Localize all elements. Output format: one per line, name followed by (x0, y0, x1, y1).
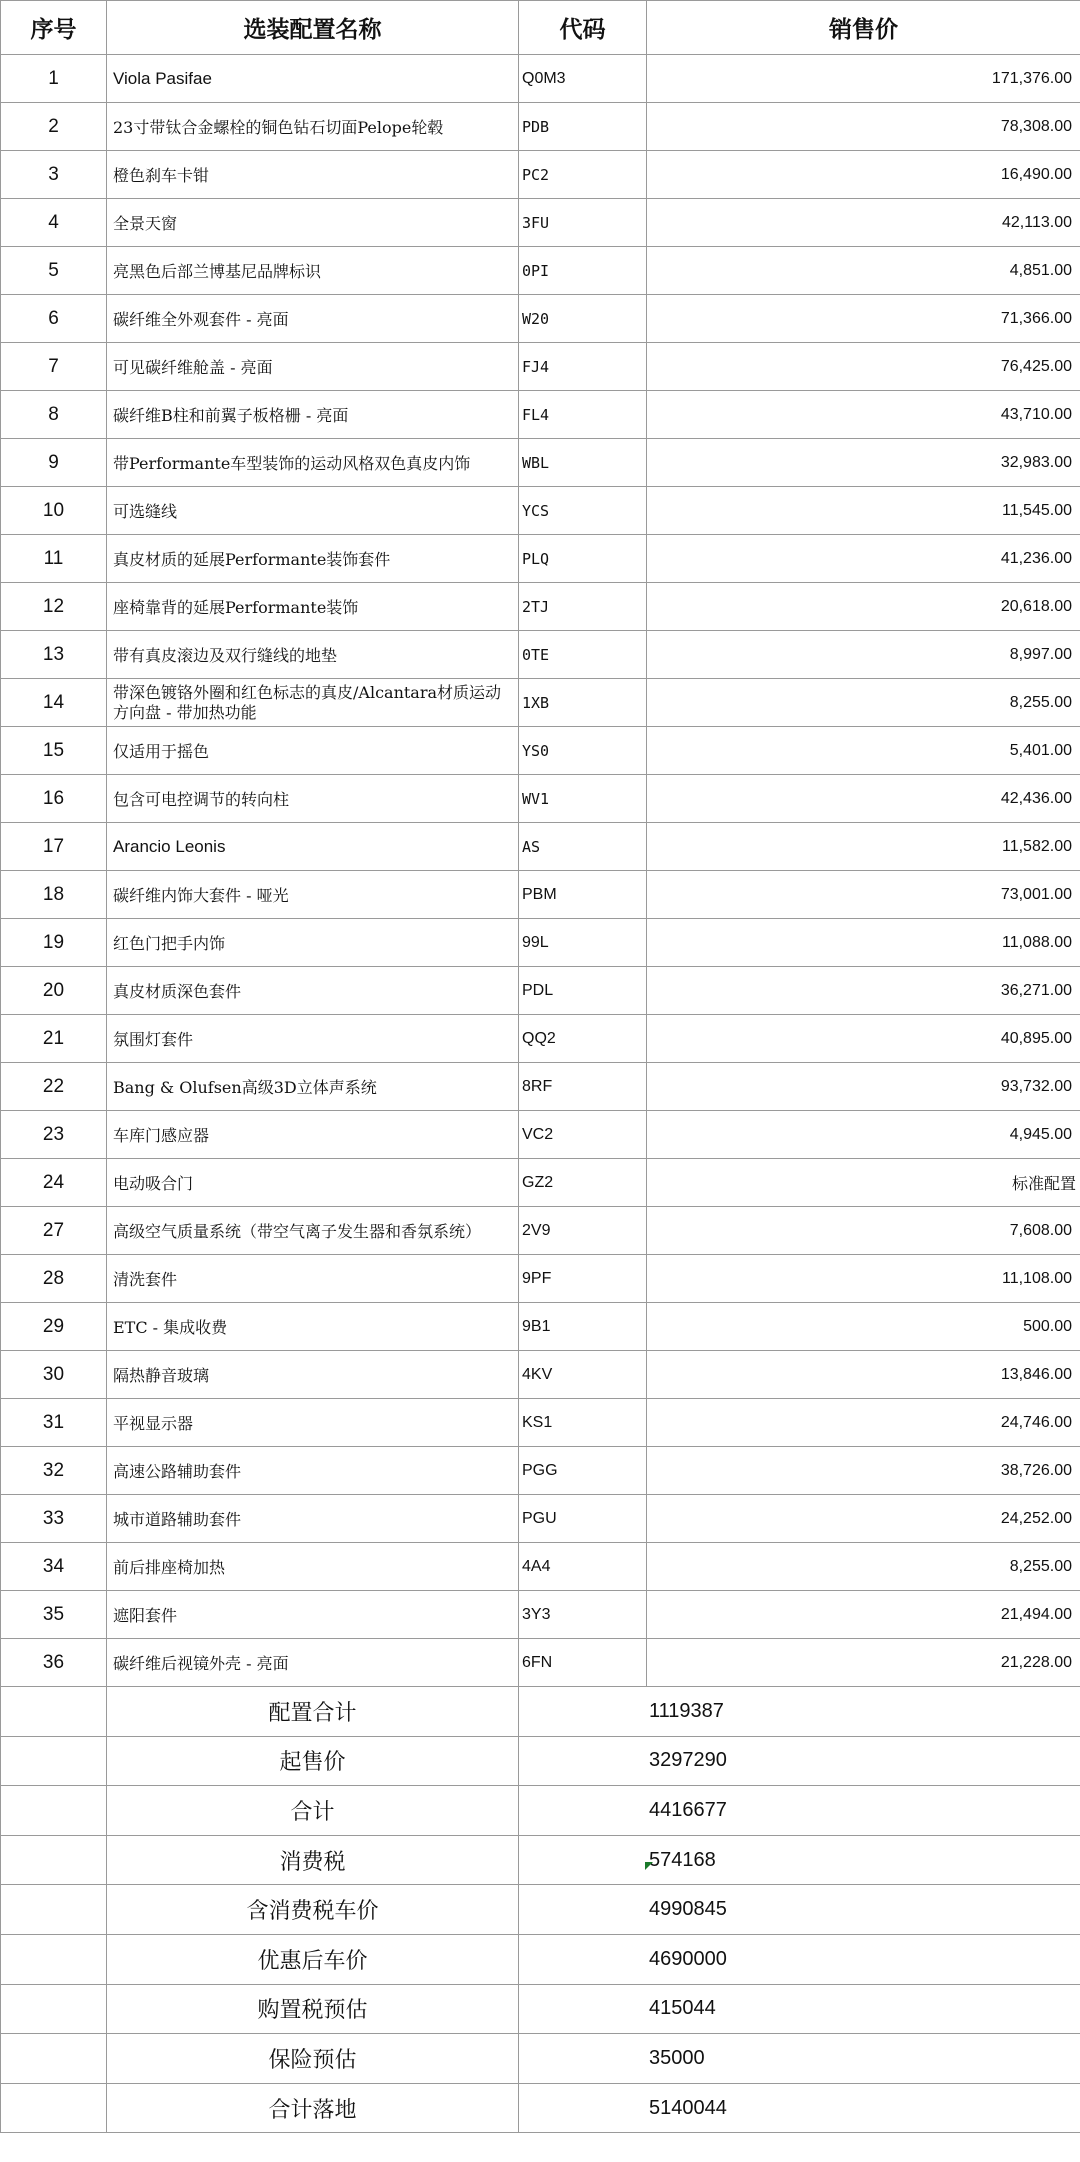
row-number: 19 (1, 919, 107, 967)
summary-blank-cell (1, 1736, 107, 1786)
summary-row (1, 1786, 1080, 1836)
option-name: 可见碳纤维舱盖 - 亮面 (107, 343, 519, 391)
option-price: 标准配置 (647, 1159, 1080, 1207)
table-row (1, 55, 1080, 103)
option-code: PBM (519, 871, 647, 919)
table-row (1, 871, 1080, 919)
row-number: 34 (1, 1543, 107, 1591)
table-row (1, 1591, 1080, 1639)
option-price: 42,436.00 (647, 775, 1080, 823)
row-number: 9 (1, 439, 107, 487)
option-name: 碳纤维B柱和前翼子板格栅 - 亮面 (107, 391, 519, 439)
summary-blank-cell (1, 1835, 107, 1885)
option-code: FL4 (519, 391, 647, 439)
row-number: 23 (1, 1111, 107, 1159)
table-row (1, 1543, 1080, 1591)
option-name: Bang & Olufsen高级3D立体声系统 (107, 1063, 519, 1111)
table-row (1, 1495, 1080, 1543)
row-number: 29 (1, 1303, 107, 1351)
table-row (1, 1639, 1080, 1687)
summary-value: 5140044 (519, 2083, 1080, 2133)
option-name: 橙色刹车卡钳 (107, 151, 519, 199)
option-code: AS (519, 823, 647, 871)
option-price: 8,997.00 (647, 631, 1080, 679)
option-code: 0TE (519, 631, 647, 679)
table-row (1, 775, 1080, 823)
option-name: 高级空气质量系统（带空气离子发生器和香氛系统） (107, 1207, 519, 1255)
summary-row (1, 2034, 1080, 2084)
option-name: 亮黑色后部兰博基尼品牌标识 (107, 247, 519, 295)
option-code: 2TJ (519, 583, 647, 631)
summary-label: 合计 (107, 1786, 519, 1836)
option-code: 0PI (519, 247, 647, 295)
table-row (1, 1255, 1080, 1303)
option-price: 16,490.00 (647, 151, 1080, 199)
option-name: 遮阳套件 (107, 1591, 519, 1639)
option-name (107, 679, 519, 727)
option-name: 车库门感应器 (107, 1111, 519, 1159)
row-number: 36 (1, 1639, 107, 1687)
option-price: 43,710.00 (647, 391, 1080, 439)
table-row (1, 1447, 1080, 1495)
summary-row (1, 1835, 1080, 1885)
option-name: 碳纤维全外观套件 - 亮面 (107, 295, 519, 343)
option-code: PDL (519, 967, 647, 1015)
option-price: 4,945.00 (647, 1111, 1080, 1159)
option-name: 红色门把手内饰 (107, 919, 519, 967)
option-code: 2V9 (519, 1207, 647, 1255)
row-number: 10 (1, 487, 107, 535)
option-name: 23寸带钛合金螺栓的铜色钻石切面Pelope轮毂 (107, 103, 519, 151)
option-price: 40,895.00 (647, 1015, 1080, 1063)
option-code: 9PF (519, 1255, 647, 1303)
option-price: 8,255.00 (647, 1543, 1080, 1591)
row-number: 5 (1, 247, 107, 295)
summary-label: 合计落地 (107, 2083, 519, 2133)
option-price: 32,983.00 (647, 439, 1080, 487)
row-number: 17 (1, 823, 107, 871)
option-price: 76,425.00 (647, 343, 1080, 391)
option-name: 座椅靠背的延展Performante装饰 (107, 583, 519, 631)
option-price: 41,236.00 (647, 535, 1080, 583)
option-name: 真皮材质的延展Performante装饰套件 (107, 535, 519, 583)
table-row (1, 487, 1080, 535)
summary-value: 574168 (519, 1835, 1080, 1885)
option-price: 78,308.00 (647, 103, 1080, 151)
header-name: 选装配置名称 (107, 1, 519, 55)
option-price: 21,228.00 (647, 1639, 1080, 1687)
summary-label: 优惠后车价 (107, 1934, 519, 1984)
option-name: 包含可电控调节的转向柱 (107, 775, 519, 823)
summary-blank-cell (1, 2083, 107, 2133)
row-number: 18 (1, 871, 107, 919)
table-row (1, 823, 1080, 871)
option-name: Viola Pasifae (107, 55, 519, 103)
summary-value: 1119387 (519, 1687, 1080, 1737)
summary-row (1, 1934, 1080, 1984)
summary-row (1, 1736, 1080, 1786)
row-number: 31 (1, 1399, 107, 1447)
option-name: ETC - 集成收费 (107, 1303, 519, 1351)
summary-blank-cell (1, 1885, 107, 1935)
option-code: 8RF (519, 1063, 647, 1111)
summary-row (1, 2083, 1080, 2133)
header-no: 序号 (1, 1, 107, 55)
option-code: 4KV (519, 1351, 647, 1399)
table-row (1, 583, 1080, 631)
option-price: 5,401.00 (647, 727, 1080, 775)
summary-value: 4990845 (519, 1885, 1080, 1935)
option-code: 3Y3 (519, 1591, 647, 1639)
option-name: 真皮材质深色套件 (107, 967, 519, 1015)
table-row (1, 727, 1080, 775)
row-number: 16 (1, 775, 107, 823)
option-price: 11,582.00 (647, 823, 1080, 871)
row-number: 8 (1, 391, 107, 439)
option-name: 带有真皮滚边及双行缝线的地垫 (107, 631, 519, 679)
row-number: 24 (1, 1159, 107, 1207)
option-code: QQ2 (519, 1015, 647, 1063)
table-row (1, 535, 1080, 583)
table-row (1, 679, 1080, 727)
option-price: 42,113.00 (647, 199, 1080, 247)
table-row (1, 919, 1080, 967)
summary-value: 35000 (519, 2034, 1080, 2084)
option-name: 城市道路辅助套件 (107, 1495, 519, 1543)
option-code: FJ4 (519, 343, 647, 391)
summary-label: 购置税预估 (107, 1984, 519, 2034)
option-name: 仅适用于摇色 (107, 727, 519, 775)
option-name: 带Performante车型装饰的运动风格双色真皮内饰 (107, 439, 519, 487)
option-code: GZ2 (519, 1159, 647, 1207)
option-name: 隔热静音玻璃 (107, 1351, 519, 1399)
option-code: YS0 (519, 727, 647, 775)
option-price: 8,255.00 (647, 679, 1080, 727)
summary-value: 415044 (519, 1984, 1080, 2034)
summary-label: 含消费税车价 (107, 1885, 519, 1935)
table-row (1, 295, 1080, 343)
summary-row (1, 1687, 1080, 1737)
header-code: 代码 (519, 1, 647, 55)
option-price: 11,545.00 (647, 487, 1080, 535)
option-name: 碳纤维内饰大套件 - 哑光 (107, 871, 519, 919)
option-price: 93,732.00 (647, 1063, 1080, 1111)
option-code: VC2 (519, 1111, 647, 1159)
row-number: 15 (1, 727, 107, 775)
row-number: 12 (1, 583, 107, 631)
table-row (1, 247, 1080, 295)
row-number: 4 (1, 199, 107, 247)
row-number: 2 (1, 103, 107, 151)
option-name: 碳纤维后视镜外壳 - 亮面 (107, 1639, 519, 1687)
summary-row (1, 1885, 1080, 1935)
option-name: 可选缝线 (107, 487, 519, 535)
option-price: 21,494.00 (647, 1591, 1080, 1639)
summary-blank-cell (1, 1687, 107, 1737)
summary-value: 4416677 (519, 1786, 1080, 1836)
table-row (1, 1015, 1080, 1063)
option-price: 71,366.00 (647, 295, 1080, 343)
row-number: 30 (1, 1351, 107, 1399)
option-name: 清洗套件 (107, 1255, 519, 1303)
option-name: 高速公路辅助套件 (107, 1447, 519, 1495)
option-price: 38,726.00 (647, 1447, 1080, 1495)
row-number: 21 (1, 1015, 107, 1063)
option-code: PC2 (519, 151, 647, 199)
option-name: Arancio Leonis (107, 823, 519, 871)
row-number: 20 (1, 967, 107, 1015)
option-price: 4,851.00 (647, 247, 1080, 295)
row-number: 11 (1, 535, 107, 583)
row-number: 35 (1, 1591, 107, 1639)
option-code: YCS (519, 487, 647, 535)
table-row (1, 1159, 1080, 1207)
option-code: W20 (519, 295, 647, 343)
option-price: 171,376.00 (647, 55, 1080, 103)
row-number: 13 (1, 631, 107, 679)
table-row (1, 1351, 1080, 1399)
option-price: 73,001.00 (647, 871, 1080, 919)
row-number: 14 (1, 679, 107, 727)
summary-blank-cell (1, 1786, 107, 1836)
option-price: 11,088.00 (647, 919, 1080, 967)
row-number: 3 (1, 151, 107, 199)
option-price: 24,746.00 (647, 1399, 1080, 1447)
options-body (1, 55, 1080, 1687)
option-code: PGG (519, 1447, 647, 1495)
table-row (1, 1303, 1080, 1351)
row-number: 6 (1, 295, 107, 343)
table-row (1, 967, 1080, 1015)
option-name: 前后排座椅加热 (107, 1543, 519, 1591)
summary-label: 保险预估 (107, 2034, 519, 2084)
option-code: 4A4 (519, 1543, 647, 1591)
option-code: 1XB (519, 679, 647, 727)
option-price: 500.00 (647, 1303, 1080, 1351)
summary-blank-cell (1, 1984, 107, 2034)
option-price: 36,271.00 (647, 967, 1080, 1015)
summary-value: 3297290 (519, 1736, 1080, 1786)
table-row (1, 1399, 1080, 1447)
option-code: KS1 (519, 1399, 647, 1447)
summary-blank-cell (1, 1934, 107, 1984)
summary-label: 起售价 (107, 1736, 519, 1786)
summary-label: 配置合计 (107, 1687, 519, 1737)
header-row (1, 1, 1080, 55)
table-row (1, 391, 1080, 439)
row-number: 1 (1, 55, 107, 103)
table-row (1, 1063, 1080, 1111)
option-name-text: 带深色镀铬外圈和红色标志的真皮/Alcantara材质运动方向盘 - 带加热功能 (113, 682, 502, 722)
summary-body (1, 1687, 1080, 2133)
option-code: PDB (519, 103, 647, 151)
table-row (1, 151, 1080, 199)
header-price: 销售价 (647, 1, 1080, 55)
row-number: 7 (1, 343, 107, 391)
option-code: WBL (519, 439, 647, 487)
option-code: 9B1 (519, 1303, 647, 1351)
option-price: 7,608.00 (647, 1207, 1080, 1255)
row-number: 32 (1, 1447, 107, 1495)
option-name: 电动吸合门 (107, 1159, 519, 1207)
summary-row (1, 1984, 1080, 2034)
option-price: 13,846.00 (647, 1351, 1080, 1399)
table-row (1, 199, 1080, 247)
table-row (1, 1207, 1080, 1255)
option-code: 6FN (519, 1639, 647, 1687)
option-name: 氛围灯套件 (107, 1015, 519, 1063)
option-price: 11,108.00 (647, 1255, 1080, 1303)
option-name: 平视显示器 (107, 1399, 519, 1447)
cell-comment-marker (645, 1862, 653, 1870)
table-row (1, 631, 1080, 679)
option-code: PGU (519, 1495, 647, 1543)
option-code: 3FU (519, 199, 647, 247)
table-row (1, 343, 1080, 391)
row-number: 27 (1, 1207, 107, 1255)
option-name: 全景天窗 (107, 199, 519, 247)
option-code: Q0M3 (519, 55, 647, 103)
row-number: 22 (1, 1063, 107, 1111)
table-row (1, 1111, 1080, 1159)
option-code: PLQ (519, 535, 647, 583)
table-row (1, 439, 1080, 487)
row-number: 33 (1, 1495, 107, 1543)
option-code: 99L (519, 919, 647, 967)
table-row (1, 103, 1080, 151)
option-code: WV1 (519, 775, 647, 823)
row-number: 28 (1, 1255, 107, 1303)
summary-label: 消费税 (107, 1835, 519, 1885)
summary-value: 4690000 (519, 1934, 1080, 1984)
option-price: 20,618.00 (647, 583, 1080, 631)
summary-blank-cell (1, 2034, 107, 2084)
option-price: 24,252.00 (647, 1495, 1080, 1543)
